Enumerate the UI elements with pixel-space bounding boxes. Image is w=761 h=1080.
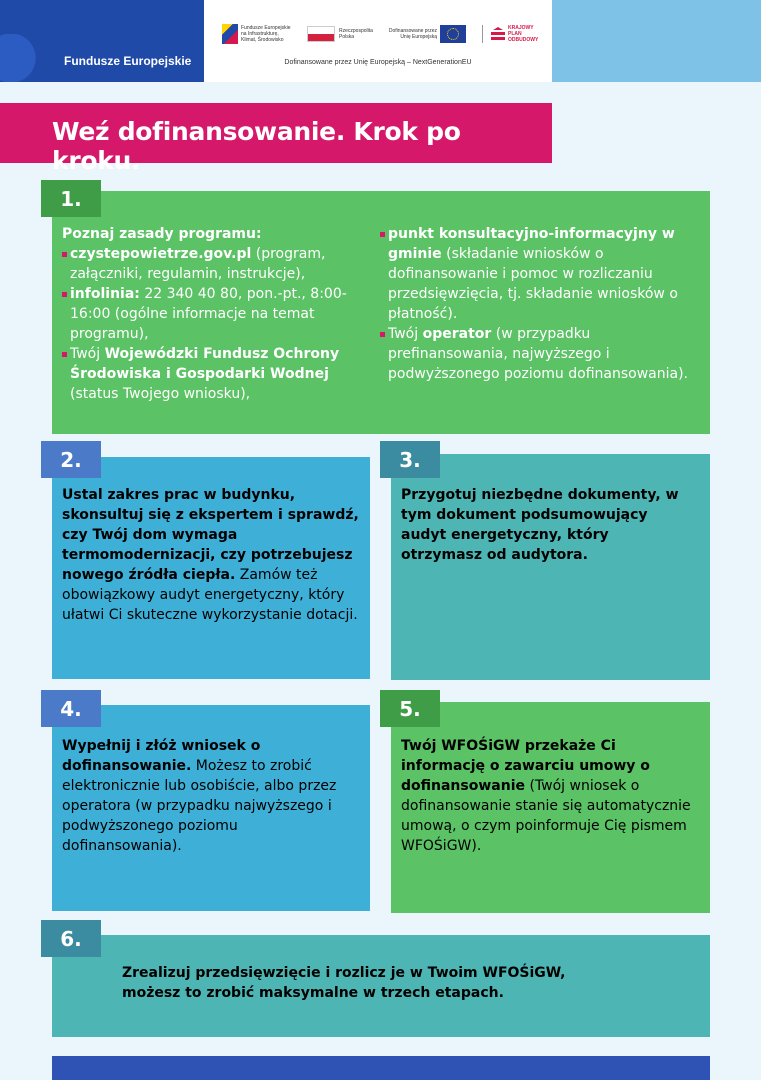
logo-rp-text: Rzeczpospolita Polska [339, 28, 373, 40]
logo-fundusze [222, 24, 299, 44]
step-3-text [401, 485, 691, 565]
eu-stars-decoration [0, 34, 60, 82]
step-1-left-column [62, 224, 362, 404]
footer-bar [52, 1056, 710, 1080]
step-4-bold-text: Wypełnij i złóż wniosek o dofinansowanie. [62, 738, 261, 774]
step-2-bold-text: Ustal zakres prac w budynku, skonsultuj się z ekspertem i sprawdź, czy Twój dom wymaga termomodernizacji, czy potrzebujesz nowego źródła ciepła. [62, 487, 359, 583]
step-6-text [122, 963, 682, 1003]
step-1-item-hotline: infolinia: 22 340 40 80, pon.-pt., 8:00-16:00 (ogólne informacje na temat programu), [62, 284, 362, 344]
logo-eu-text: Dofinansowane przez Unię Europejską [388, 28, 437, 40]
step-2-regular-text: Zamów też obowiązkowy audyt energetyczny, który ułatwi Ci skuteczne wykorzystanie dotacji. [62, 567, 358, 623]
header-right-panel [552, 0, 761, 82]
step-6-number: 6. [41, 920, 101, 957]
step-1-item-wfosigw: Twój Wojewódzki Fundusz Ochrony Środowiska i Gospodarki Wodnej (status Twojego wniosku), [62, 344, 362, 404]
step-1-right-column [380, 224, 698, 384]
logo-divider [482, 25, 483, 43]
step-6-line-2: możesz to zrobić maksymalne w trzech etapach. [122, 985, 504, 1001]
step-1-item-operator: Twój operator (w przypadku prefinansowania, najwyższego i podwyższonego poziomu dofinansowania). [380, 324, 698, 384]
step-4-number: 4. [41, 690, 101, 727]
step-1-item-website: czystepowietrze.gov.pl (program, załączniki, regulamin, instrukcje), [62, 244, 362, 284]
step-3-bold-text: Przygotuj niezbędne dokumenty, w tym dokument podsumowujący audyt energetyczny, który otrzymasz od audytora. [401, 487, 679, 563]
logo-eu [387, 25, 466, 43]
step-6-line-1: Zrealizuj przedsięwzięcie i rozlicz je w Twoim WFOŚiGW, [122, 965, 566, 981]
step-5-regular-text: (Twój wniosek o dofinansowanie stanie się automatycznie umową, o czym poinformuje Cię pismem WFOŚiGW). [401, 778, 691, 854]
step-5-bold-text: Twój WFOŚiGW przekaże Ci informację o zawarciu umowy o dofinansowanie [401, 738, 650, 794]
logo-fe-text: Fundusze Europejskie na Infrastrukturę, Klimat, Środowisko [241, 25, 291, 43]
title-banner [0, 103, 552, 175]
header-brand-panel [0, 0, 204, 82]
step-1-intro: Poznaj zasady programu: [62, 226, 262, 242]
polish-flag-icon [307, 26, 335, 42]
header-logos-panel [204, 0, 552, 82]
step-2-text [62, 485, 362, 625]
step-5-number: 5. [380, 690, 440, 727]
step-5-text [401, 736, 691, 856]
page-title: Weź dofinansowanie. Krok po kroku. [52, 117, 461, 175]
fe-logo-icon [222, 24, 238, 44]
header-tagline: Dofinansowane przez Unię Europejską – NextGenerationEU [284, 59, 472, 66]
header-brand-label: Fundusze Europejskie [64, 54, 192, 68]
logo-row [222, 22, 556, 46]
logo-kpo [491, 25, 548, 43]
step-2-number: 2. [41, 441, 101, 478]
step-4-regular-text: Możesz to zrobić elektronicznie lub osobiście, albo przez operatora (w przypadku najwyższego i podwyższonego poziomu dofinansowania). [62, 758, 337, 854]
step-1-number: 1. [41, 180, 101, 217]
logo-rp [307, 26, 379, 42]
kpo-logo-icon [491, 27, 505, 41]
step-4-text [62, 736, 352, 856]
eu-flag-icon [440, 25, 466, 43]
step-3-number: 3. [380, 441, 440, 478]
logo-kpo-text: KRAJOWY PLAN ODBUDOWY [508, 25, 539, 43]
step-1-item-gmina: punkt konsultacyjno-informacyjny w gminie (składanie wniosków o dofinansowanie i pomoc w rozliczaniu przedsięwzięcia, tj. składanie wniosków o płatność). [380, 224, 698, 324]
